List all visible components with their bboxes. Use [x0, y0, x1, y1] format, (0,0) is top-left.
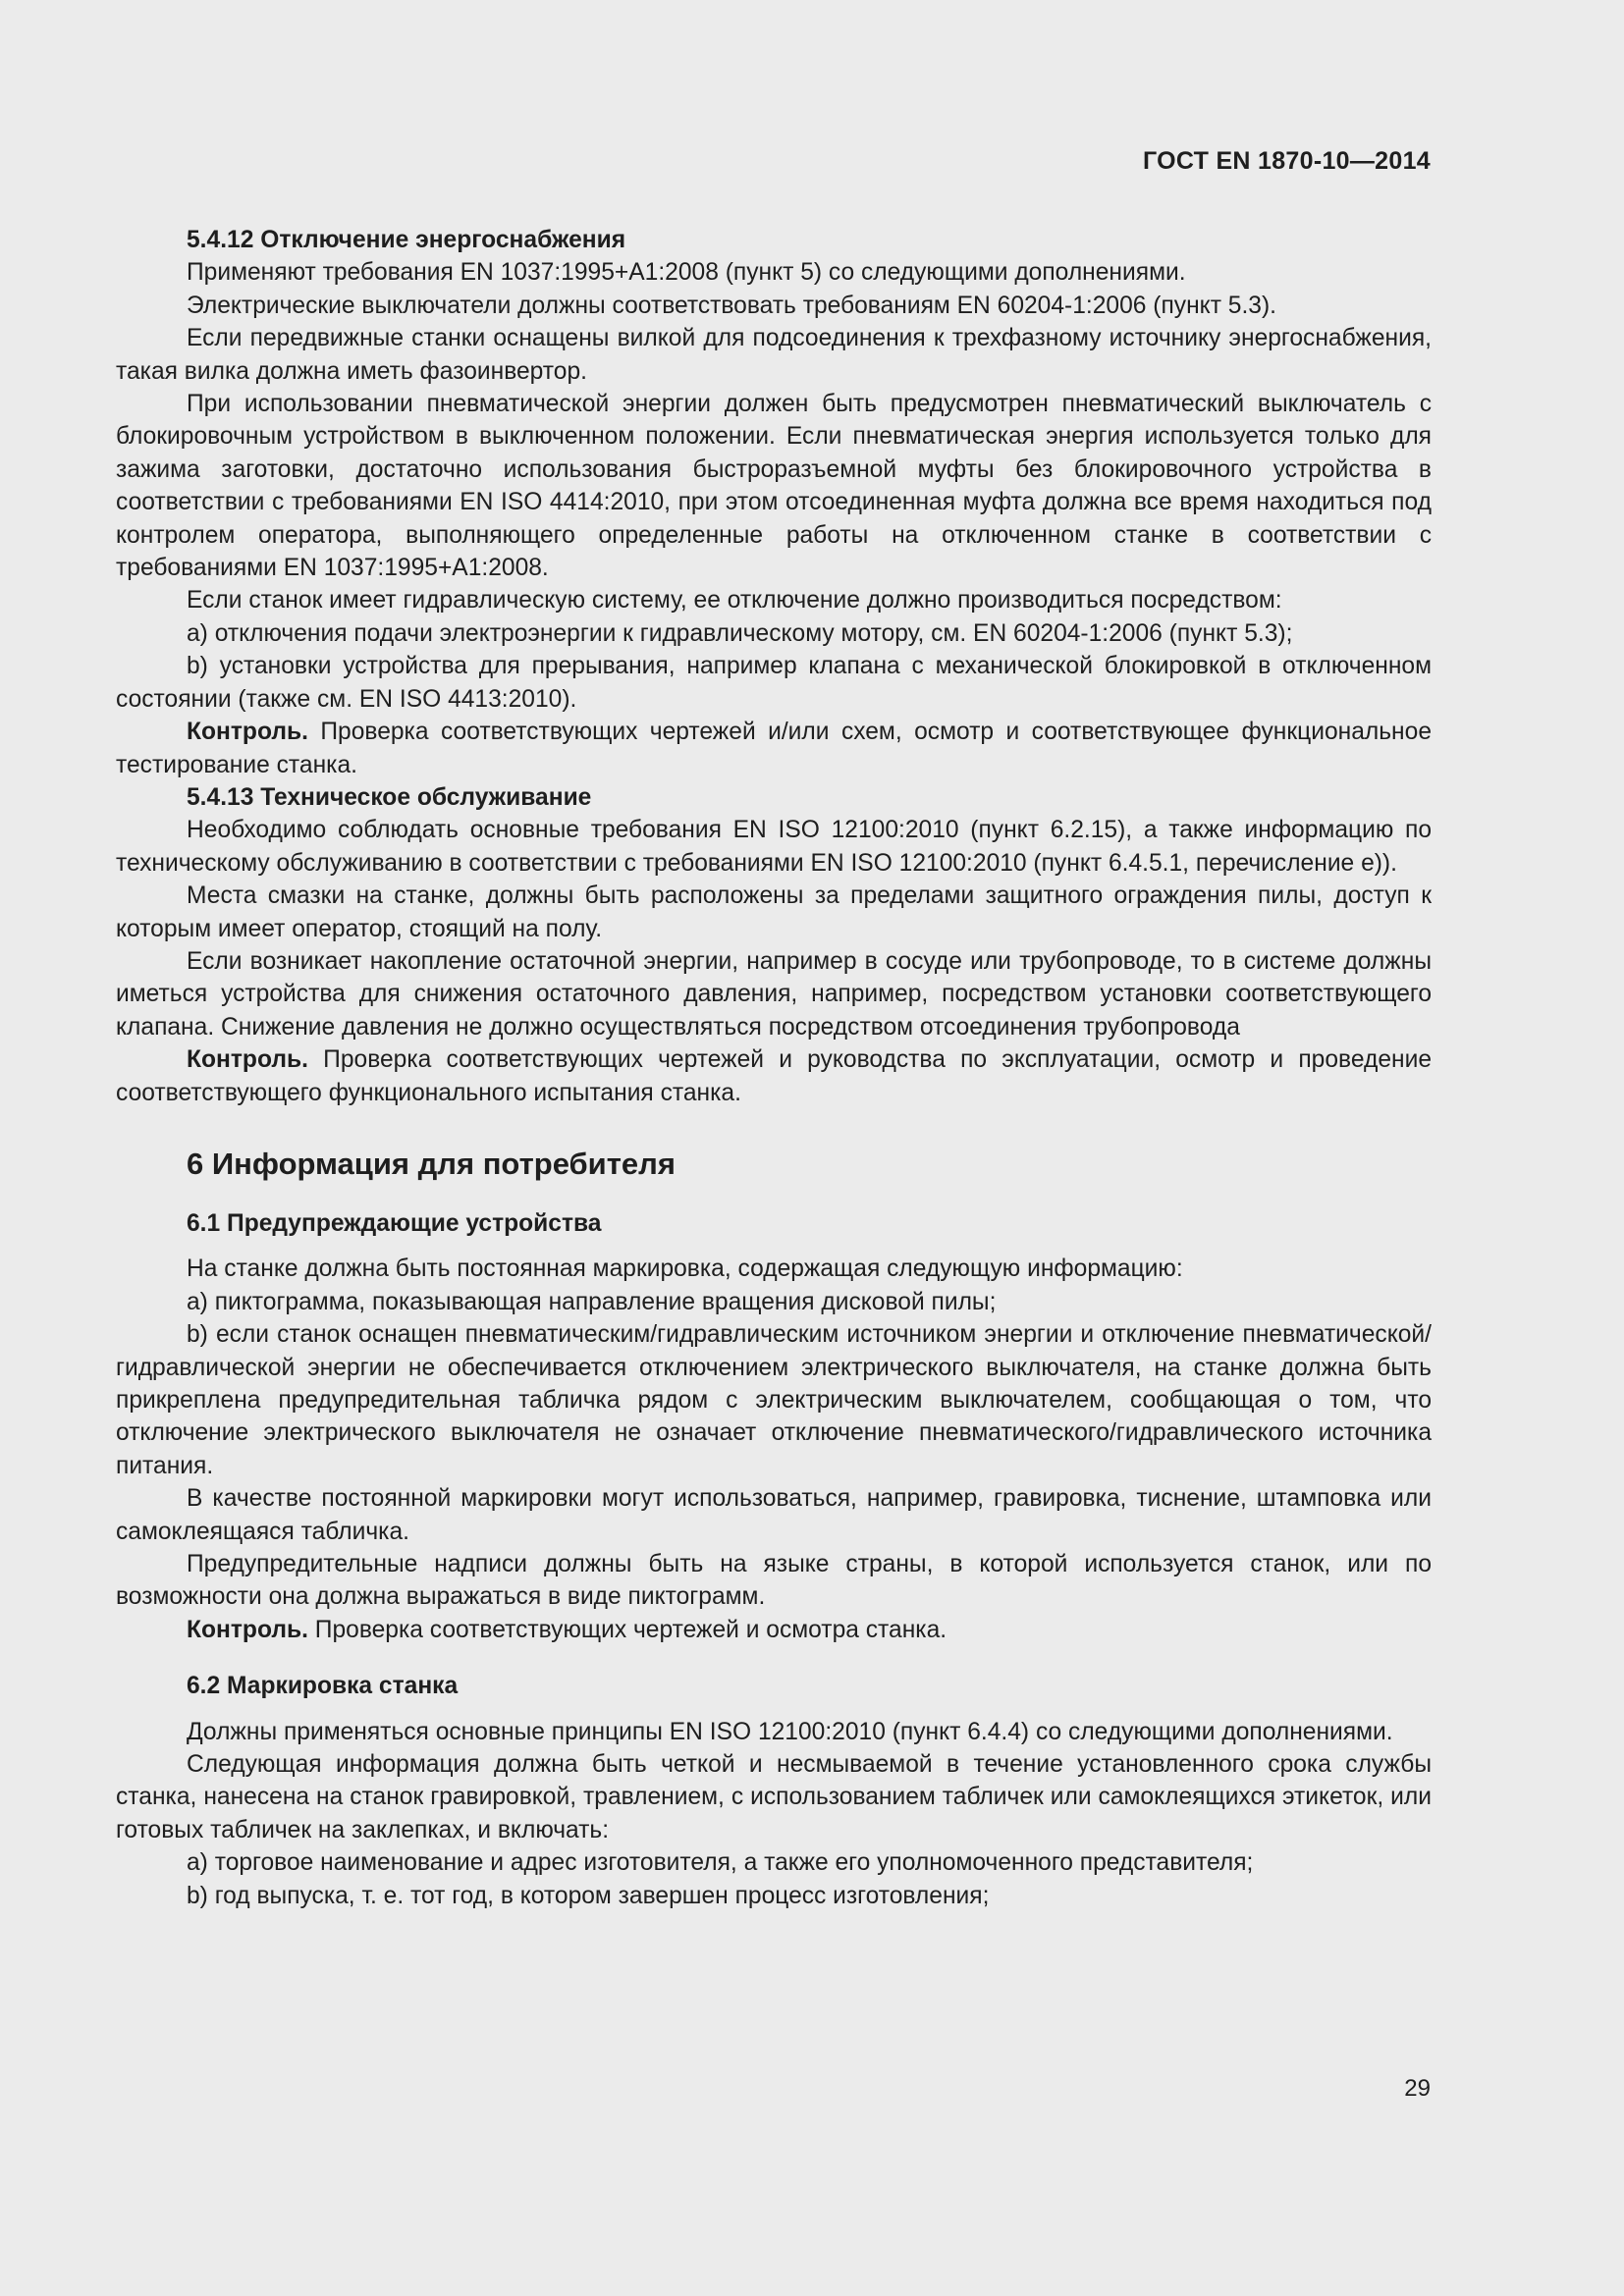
section-heading-6-2: 6.2 Маркировка станка	[187, 1673, 459, 1700]
section-heading-5-4-12: 5.4.12 Отключение энергоснабжения	[187, 227, 626, 253]
list-item-a: a) отключения подачи электроэнергии к гидравлическому мотору, см. EN 60204-1:2006 (пункт 5.3);	[187, 619, 1293, 647]
control-text: Проверка соответствующих чертежей и/или схем, осмотр и соответствующее функциональное тестирование станка.	[116, 719, 1432, 778]
list-item-b: b) установки устройства для прерывания, например клапана с механической блокировкой в отключенном состоянии (также см. EN ISO 4413:2010).	[116, 653, 1432, 713]
paragraph: В качестве постоянной маркировки могут использоваться, например, гравировка, тиснение, штамповка или самоклеящаяся табличка.	[116, 1485, 1432, 1545]
control-label: Контроль.	[187, 719, 308, 746]
section-heading-6-1: 6.1 Предупреждающие устройства	[187, 1209, 602, 1237]
paragraph: Если передвижные станки оснащены вилкой для подсоединения к трехфазному источнику энергоснабжения, такая вилка должна иметь фазоинвертор.	[116, 325, 1432, 385]
control-paragraph	[116, 1614, 1432, 1646]
paragraph: Необходимо соблюдать основные требования EN ISO 12100:2010 (пункт 6.2.15), а также информацию по техническому обслуживанию в соответствии с требованиями EN ISO 12100:2010 (пункт 6.4.5.1, перечисление e)).	[116, 817, 1432, 877]
section-heading-5-4-13: 5.4.13 Техническое обслуживание	[187, 783, 592, 811]
list-item-a: a) торговое наименование и адрес изготовителя, а также его уполномоченного представителя;	[187, 1849, 1254, 1877]
page-body	[116, 224, 1432, 1912]
chapter-heading-6: 6 Информация для потребителя	[187, 1146, 676, 1181]
control-text: Проверка соответствующих чертежей и осмотра станка.	[307, 1616, 947, 1643]
paragraph: На станке должна быть постоянная маркировка, содержащая следующую информацию:	[187, 1255, 1183, 1283]
list-item-a: a) пиктограмма, показывающая направление вращения дисковой пилы;	[187, 1288, 997, 1315]
control-paragraph	[116, 1043, 1432, 1109]
control-paragraph	[116, 716, 1432, 781]
list-item-b: b) если станок оснащен пневматическим/гидравлическим источником энергии и отключение пневматической/гидравлической энергии не обеспечивается отключением электрического выключателя, на станке должна быть прикреплена предупредительная табличка рядом с электрическим выключателем, сообщающая о том, что отключение электрического выключателя не означает отключение пневматического/гидравлического источника питания.	[116, 1321, 1432, 1479]
paragraph: Предупредительные надписи должны быть на языке страны, в которой используется станок, или по возможности она должна выражаться в виде пиктограмм.	[116, 1551, 1432, 1611]
control-label: Контроль.	[187, 1616, 308, 1643]
paragraph: Электрические выключатели должны соответствовать требованиям EN 60204-1:2006 (пункт 5.3).	[187, 292, 1277, 319]
paragraph: Должны применяться основные принципы EN ISO 12100:2010 (пункт 6.4.4) со следующими дополнениями.	[187, 1718, 1393, 1745]
paragraph: Следующая информация должна быть четкой и несмываемой в течение установленного срока службы станка, нанесена на станок гравировкой, травлением, с использованием табличек или самоклеящихся этикеток, или готовых табличек на заклепках, и включать:	[116, 1751, 1432, 1843]
control-text: Проверка соответствующих чертежей и руководства по эксплуатации, осмотр и проведение соответствующего функционального испытания станка.	[116, 1046, 1432, 1106]
paragraph: Если возникает накопление остаточной энергии, например в сосуде или трубопроводе, то в системе должны иметься устройства для снижения остаточного давления, например, посредством установки соответствующего клапана. Снижение давления не должно осуществляться посредством отсоединения трубопровода	[116, 947, 1432, 1041]
document-code: ГОСТ EN 1870-10—2014	[1143, 147, 1431, 175]
paragraph: Применяют требования EN 1037:1995+A1:2008 (пункт 5) со следующими дополнениями.	[187, 259, 1186, 287]
page-number: 29	[1404, 2075, 1431, 2102]
paragraph: Если станок имеет гидравлическую систему, ее отключение должно производиться посредством:	[187, 587, 1282, 614]
paragraph: При использовании пневматической энергии должен быть предусмотрен пневматический выключатель с блокировочным устройством в выключенном положении. Если пневматическая энергия используется только для зажима заготовки, достаточно использования быстроразъемной муфты без блокировочного устройства в соответствии с требованиями EN ISO 4414:2010, при этом отсоединенная муфта должна все время находиться под контролем оператора, выполняющего определенные работы на отключенном станке в соответствии с требованиями EN 1037:1995+A1:2008.	[116, 391, 1432, 582]
paragraph: Места смазки на станке, должны быть расположены за пределами защитного ограждения пилы, доступ к которым имеет оператор, стоящий на полу.	[116, 882, 1432, 942]
control-label: Контроль.	[187, 1046, 308, 1074]
list-item-b: b) год выпуска, т. е. тот год, в котором завершен процесс изготовления;	[187, 1882, 990, 1909]
